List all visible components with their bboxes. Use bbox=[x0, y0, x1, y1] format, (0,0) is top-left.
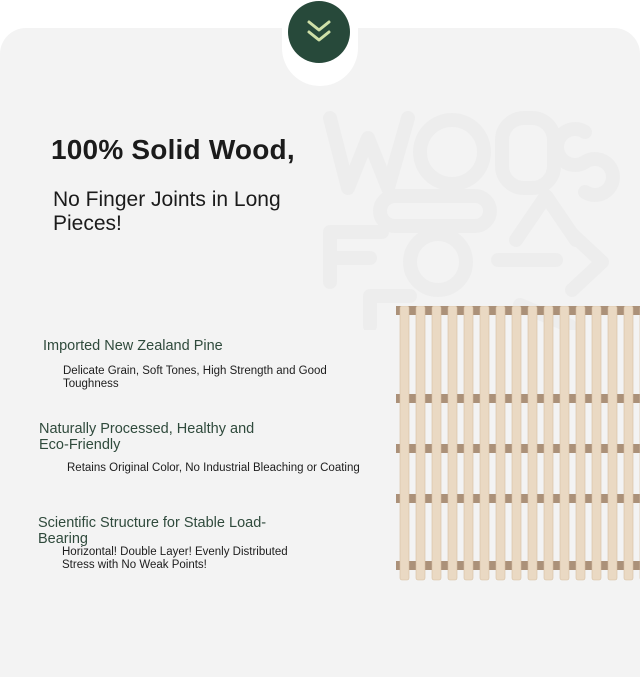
wood-slat bbox=[624, 306, 633, 580]
wood-slat bbox=[432, 306, 441, 580]
headline-subtitle: No Finger Joints in Long Pieces! bbox=[53, 188, 281, 235]
feature-desc: Delicate Grain, Soft Tones, High Strength and Good Toughness bbox=[63, 365, 327, 390]
feature-title: Naturally Processed, Healthy and Eco-Friendly bbox=[39, 421, 255, 453]
wood-slat bbox=[496, 306, 505, 580]
wood-slat bbox=[448, 306, 457, 580]
feature-title: Scientific Structure for Stable Load-Bearing bbox=[38, 515, 267, 547]
wood-slat bbox=[560, 306, 569, 580]
wood-slat bbox=[544, 306, 553, 580]
double-chevron-down-icon bbox=[304, 19, 334, 45]
wood-slat bbox=[576, 306, 585, 580]
scroll-down-badge[interactable] bbox=[288, 1, 350, 63]
wood-slat bbox=[528, 306, 537, 580]
feature-desc: Retains Original Color, No Industrial Bleaching or Coating bbox=[67, 462, 360, 474]
wood-slat bbox=[416, 306, 425, 580]
feature-desc: Horizontal! Double Layer! Evenly Distributed Stress with No Weak Points! bbox=[62, 546, 288, 571]
wood-slat bbox=[480, 306, 489, 580]
wood-slat bbox=[512, 306, 521, 580]
wood-slat bbox=[592, 306, 601, 580]
wood-slat bbox=[608, 306, 617, 580]
brand-watermark-graphic bbox=[320, 100, 620, 330]
wood-slat bbox=[400, 306, 409, 580]
feature-title: Imported New Zealand Pine bbox=[43, 338, 223, 354]
headline-title: 100% Solid Wood, bbox=[51, 134, 295, 165]
wooden-slat-product-image bbox=[396, 306, 640, 582]
wood-slat bbox=[464, 306, 473, 580]
